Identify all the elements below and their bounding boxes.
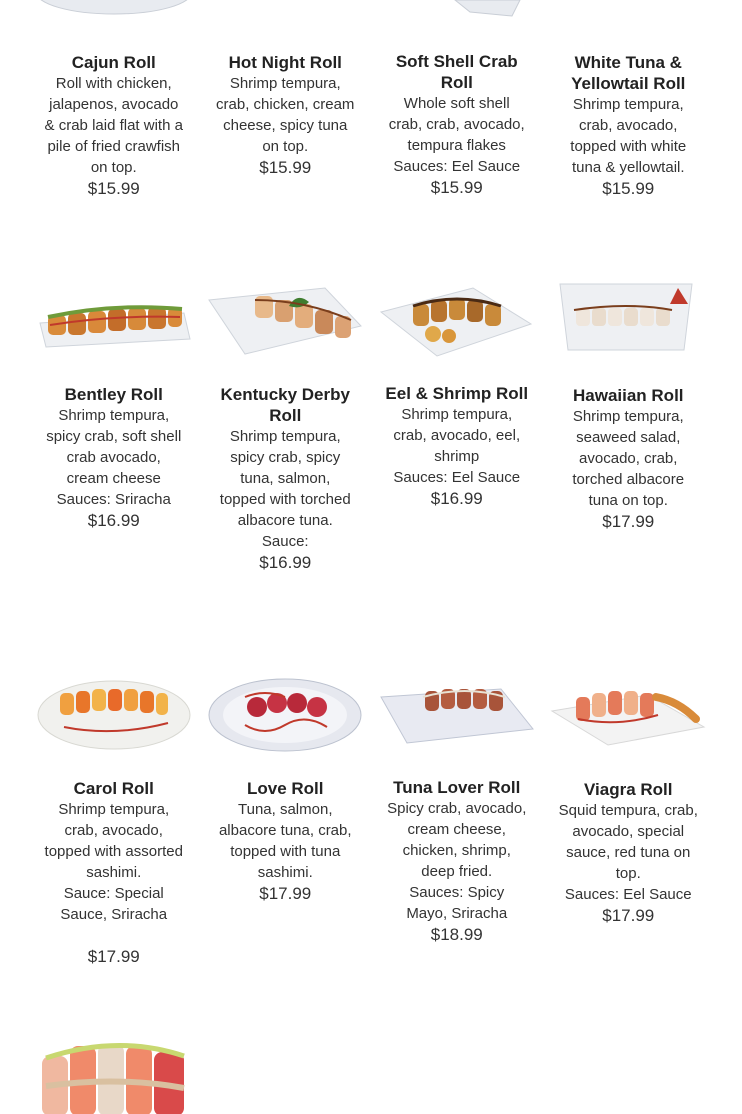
item-name: Love Roll xyxy=(246,779,324,798)
item-description: Tuna, salmon, albacore tuna, crab, topped with tuna sashimi. xyxy=(218,801,352,881)
item-sauce: Sauces: Eel Sauce xyxy=(393,158,521,175)
item-description: Squid tempura, crab, avocado, special sauce, red tuna on top. xyxy=(558,802,698,882)
menu-row-3-images xyxy=(28,662,714,762)
bentley-roll-image[interactable] xyxy=(28,265,200,365)
item-description: Shrimp tempura, crab, avocado, topped with white tuna & yellowtail. xyxy=(570,96,687,176)
menu-item-soft-shell-crab-roll[interactable] xyxy=(371,51,543,199)
item-price: $16.99 xyxy=(430,489,483,508)
item-description: Shrimp tempura, seaweed salad, avocado, crab, torched albacore tuna on top. xyxy=(572,408,685,509)
item-price: $17.99 xyxy=(602,906,655,925)
kentucky-derby-roll-image[interactable] xyxy=(200,265,372,365)
menu-item-cajun-roll[interactable] xyxy=(28,52,200,199)
menu-row-2-images xyxy=(28,265,714,365)
item-description: Shrimp tempura, crab, avocado, eel, shrimp xyxy=(393,406,521,465)
item-sauce: Sauce: xyxy=(261,533,309,550)
item-name: Carol Roll xyxy=(73,779,154,798)
eel-shrimp-roll-image[interactable] xyxy=(371,265,543,365)
item-description: Roll with chicken, jalapenos, avocado & crab laid flat with a pile of fried crawfish on top. xyxy=(44,75,183,176)
item-description: Shrimp tempura, spicy crab, spicy tuna, salmon, topped with torched albacore tuna. xyxy=(219,428,351,529)
item-price: $17.99 xyxy=(602,512,655,531)
item-name: Soft Shell Crab Roll xyxy=(395,52,518,92)
item-sauce: Sauces: Eel Sauce xyxy=(564,886,692,903)
spacer xyxy=(28,925,200,946)
menu-item-white-tuna-yellowtail-roll[interactable] xyxy=(543,52,715,199)
menu-item-carol-roll[interactable] xyxy=(28,778,200,967)
item-price: $18.99 xyxy=(430,925,483,944)
item-price: $15.99 xyxy=(602,179,655,198)
item-description: Shrimp tempura, spicy crab, soft shell crab avocado, cream cheese xyxy=(46,407,182,487)
viagra-roll-image[interactable] xyxy=(543,662,715,762)
item-sauce: Sauces: Eel Sauce xyxy=(393,469,521,486)
top-partial-images xyxy=(0,0,742,40)
menu-row-3 xyxy=(28,778,714,967)
item-name: Bentley Roll xyxy=(64,385,163,404)
next-roll-image-partial[interactable] xyxy=(38,1036,198,1114)
tuna-lover-roll-image[interactable] xyxy=(371,662,543,762)
item-price: $16.99 xyxy=(87,511,140,530)
menu-row-1 xyxy=(28,52,714,199)
carol-roll-image[interactable] xyxy=(28,662,200,762)
menu-item-hot-night-roll[interactable] xyxy=(200,52,372,199)
item-sauce: Sauce: Special Sauce, Sriracha xyxy=(60,885,168,923)
item-price: $15.99 xyxy=(259,158,312,177)
menu-row-2 xyxy=(28,384,714,573)
love-roll-image[interactable] xyxy=(200,662,372,762)
menu-item-love-roll[interactable] xyxy=(200,778,372,967)
menu-item-viagra-roll[interactable] xyxy=(543,779,715,967)
item-price: $17.99 xyxy=(87,947,140,966)
item-description: Shrimp tempura, crab, avocado, topped with assorted sashimi. xyxy=(44,801,183,881)
item-name: Hawaiian Roll xyxy=(572,386,684,405)
item-name: White Tuna & Yellowtail Roll xyxy=(571,53,686,93)
menu-item-eel-shrimp-roll[interactable] xyxy=(371,383,543,573)
item-price: $15.99 xyxy=(430,178,483,197)
menu-item-tuna-lover-roll[interactable] xyxy=(371,777,543,967)
hawaiian-roll-image[interactable] xyxy=(543,265,715,365)
item-price: $15.99 xyxy=(87,179,140,198)
item-name: Cajun Roll xyxy=(71,53,156,72)
item-description: Spicy crab, avocado, cream cheese, chicken, shrimp, deep fried. xyxy=(387,800,527,880)
item-description: Whole soft shell crab, crab, avocado, tempura flakes xyxy=(388,95,525,154)
menu-item-hawaiian-roll[interactable] xyxy=(543,385,715,573)
item-name: Kentucky Derby Roll xyxy=(220,385,350,425)
item-sauce: Sauces: Spicy Mayo, Sriracha xyxy=(406,884,508,922)
item-sauce: Sauces: Sriracha xyxy=(56,491,171,508)
item-description: Shrimp tempura, crab, chicken, cream cheese, spicy tuna on top. xyxy=(216,75,355,155)
item-name: Eel & Shrimp Roll xyxy=(385,384,529,403)
menu-item-kentucky-derby-roll[interactable] xyxy=(200,384,372,573)
menu-item-bentley-roll[interactable] xyxy=(28,384,200,573)
item-name: Hot Night Roll xyxy=(228,53,342,72)
item-name: Viagra Roll xyxy=(584,780,673,799)
item-price: $16.99 xyxy=(259,553,312,572)
item-name: Tuna Lover Roll xyxy=(393,778,521,797)
item-price: $17.99 xyxy=(259,884,312,903)
